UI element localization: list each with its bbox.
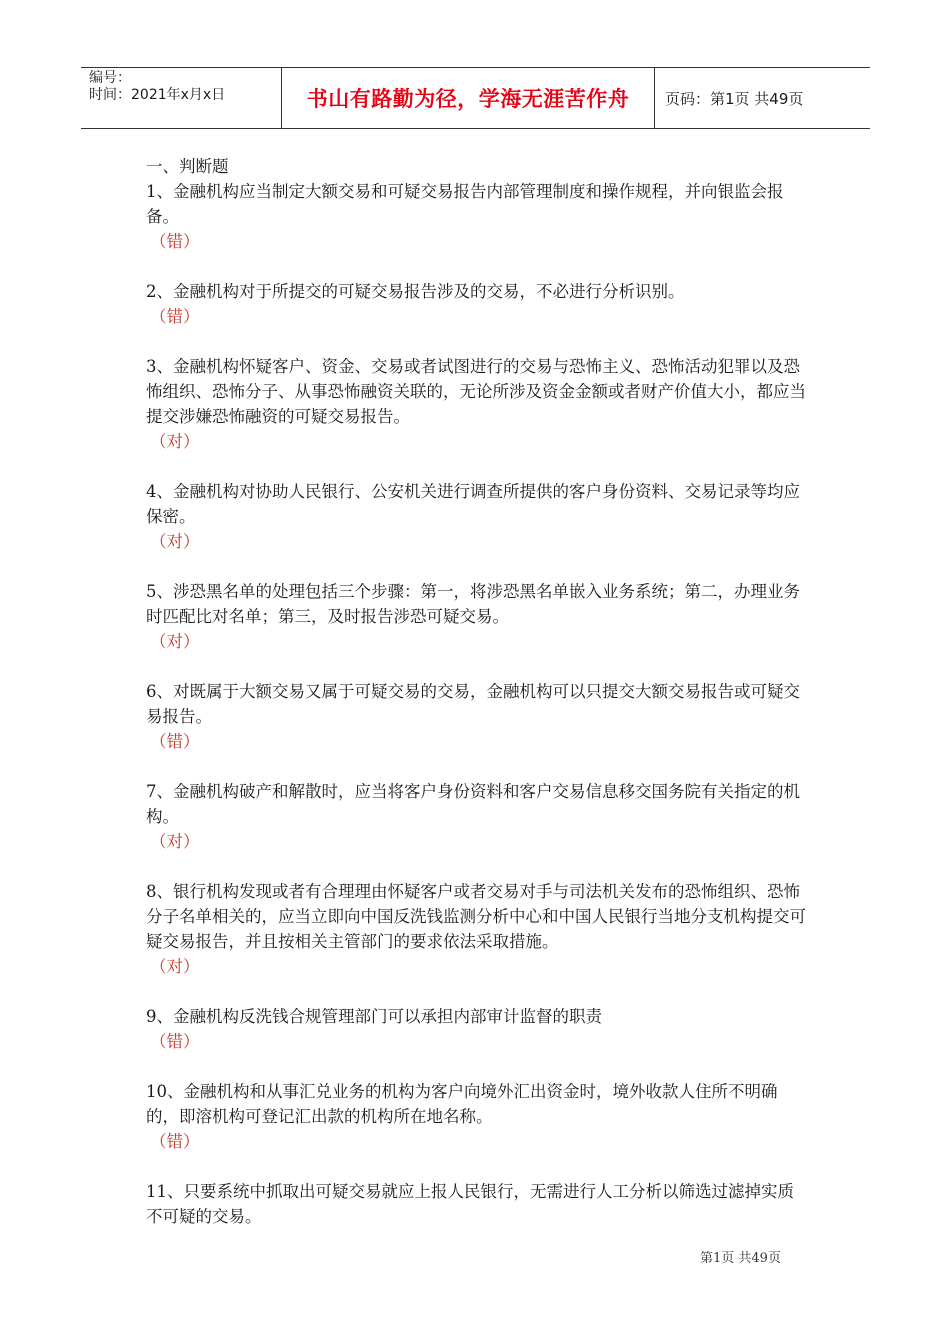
document-body <box>146 154 810 1229</box>
page-header <box>81 67 870 129</box>
question-answer: （对） <box>150 432 200 451</box>
question-item <box>146 479 810 554</box>
question-item <box>146 679 810 754</box>
question-text: 5、涉恐黑名单的处理包括三个步骤：第一，将涉恐黑名单嵌入业务系统；第二，办理业务时匹配比对名单；第三，及时报告涉恐可疑交易。 <box>146 582 800 626</box>
question-text: 8、银行机构发现或者有合理理由怀疑客户或者交易对手与司法机关发布的恐怖组织、恐怖分子名单相关的，应当立即向中国反洗钱监测分析中心和中国人民银行当地分支机构提交可疑交易报告，并且按相关主管部门的要求依法采取措施。 <box>146 882 806 951</box>
question-item <box>146 779 810 854</box>
question-text: 10、金融机构和从事汇兑业务的机构为客户向境外汇出资金时，境外收款人住所不明确的，即溶机构可登记汇出款的机构所在地名称。 <box>146 1082 778 1126</box>
question-answer: （对） <box>150 532 200 551</box>
question-answer: （错） <box>150 232 200 251</box>
question-answer: （对） <box>150 957 200 976</box>
spacer <box>146 979 810 1004</box>
spacer <box>146 254 810 279</box>
question-answer: （错） <box>150 1132 200 1151</box>
spacer <box>146 454 810 479</box>
header-meta <box>81 68 282 128</box>
question-item <box>146 279 810 329</box>
question-answer: （错） <box>150 1032 200 1051</box>
spacer <box>146 854 810 879</box>
spacer <box>146 329 810 354</box>
spacer <box>146 654 810 679</box>
question-item <box>146 1179 810 1229</box>
spacer <box>146 754 810 779</box>
question-item <box>146 1004 810 1054</box>
doc-number-label: 编号： <box>89 70 131 86</box>
header-motto: 书山有路勤为径，学海无涯苦作舟 <box>306 87 630 111</box>
header-page-info: 页码：第1页 共49页 <box>665 89 804 108</box>
question-list <box>146 179 810 1229</box>
question-text: 9、金融机构反洗钱合规管理部门可以承担内部审计监督的职责 <box>146 1007 602 1026</box>
question-item <box>146 579 810 654</box>
question-text: 7、金融机构破产和解散时，应当将客户身份资料和客户交易信息移交国务院有关指定的机构。 <box>146 782 800 826</box>
question-answer: （对） <box>150 632 200 651</box>
spacer <box>146 1154 810 1179</box>
section-title: 一、判断题 <box>146 157 229 176</box>
doc-time-label: 时间：2021年x月x日 <box>89 87 226 103</box>
spacer <box>146 1054 810 1079</box>
question-text: 3、金融机构怀疑客户、资金、交易或者试图进行的交易与恐怖主义、恐怖活动犯罪以及恐怖组织、恐怖分子、从事恐怖融资关联的，无论所涉及资金金额或者财产价值大小，都应当提交涉嫌恐怖融资的可疑交易报告。 <box>146 357 806 426</box>
question-answer: （错） <box>150 732 200 751</box>
spacer <box>146 554 810 579</box>
question-text: 6、对既属于大额交易又属于可疑交易的交易，金融机构可以只提交大额交易报告或可疑交易报告。 <box>146 682 800 726</box>
question-text: 4、金融机构对协助人民银行、公安机关进行调查所提供的客户身份资料、交易记录等均应保密。 <box>146 482 800 526</box>
question-text: 2、金融机构对于所提交的可疑交易报告涉及的交易，不必进行分析识别。 <box>146 282 685 301</box>
question-text: 1、金融机构应当制定大额交易和可疑交易报告内部管理制度和操作规程，并向银监会报备。 <box>146 182 784 226</box>
question-text: 11、只要系统中抓取出可疑交易就应上报人民银行，无需进行人工分析以筛选过滤掉实质不可疑的交易。 <box>146 1182 794 1226</box>
question-answer: （错） <box>150 307 200 326</box>
page-footer: 第1页 共49页 <box>700 1251 781 1266</box>
question-item <box>146 1079 810 1154</box>
question-answer: （对） <box>150 832 200 851</box>
question-item <box>146 354 810 454</box>
question-item <box>146 179 810 254</box>
header-motto-cell <box>282 68 655 128</box>
question-item <box>146 879 810 979</box>
